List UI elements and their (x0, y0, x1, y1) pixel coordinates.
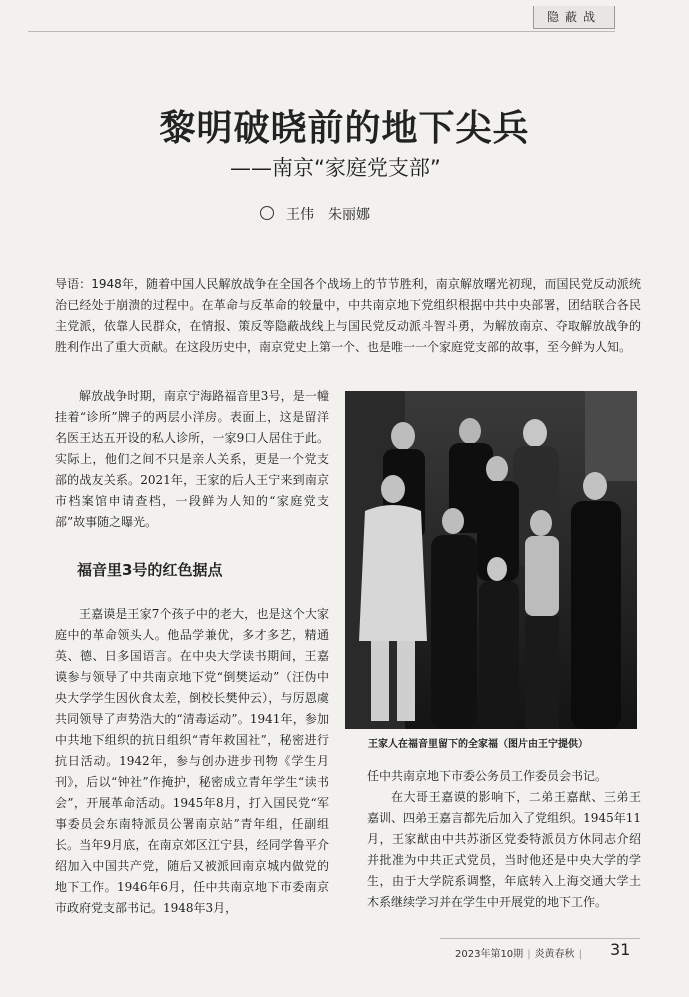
page-number: 31 (610, 940, 631, 959)
right-column (367, 766, 641, 913)
footer-separator: | (527, 949, 531, 960)
author-mark-icon (260, 206, 274, 220)
family-photo-image (345, 391, 637, 729)
section-heading: 福音里3号的红色据点 (77, 561, 223, 579)
intro-paragraph: 解放战争时期，南京宁海路福音里3号，是一幢挂着“诊所”牌子的两层小洋房。表面上，这是留洋名医王达五开设的私人诊所，一家9口人居住于此。实际上，他们之间不只是亲人关系，更是一个党支部的战友关系。2021年，王家的后人王宁来到南京市档案馆申请查档，一段鲜为人知的“家庭党支部”故事随之曝光。 (55, 389, 329, 529)
header-rule (28, 31, 615, 32)
photo-caption: 王家人在福音里留下的全家福（图片由王宁提供） (368, 739, 588, 750)
journal-name: 炎黄春秋 (534, 949, 575, 960)
footer (455, 945, 586, 960)
lead-paragraph (55, 274, 641, 358)
body-paragraph-2: 在大哥王嘉谟的影响下，二弟王嘉猷、三弟王嘉训、四弟王嘉言都先后加入了党组织。1945年11月，王家猷由中共苏浙区党委特派员方休同志介绍并批准为中共正式党员，当时他还是中央大学的学生，由于大学院系调整，年底转入上海交通大学土木系继续学习并在学生中开展党的地下工作。 (367, 790, 641, 909)
family-photo (345, 391, 637, 729)
left-column-top (55, 386, 329, 598)
issue-label: 2023年第10期 (455, 949, 524, 960)
body-paragraph: 王嘉谟是王家7个孩子中的老大，也是这个大家庭中的革命领头人。他品学兼优，多才多艺，精通英、德、日多国语言。在中央大学读书期间，王嘉谟参与领导了中共南京地下党“倒樊运动”（汪伪中央大学学生因伙食太差，倒校长樊仲云），与厉恩虞共同领导了声势浩大的“清毒运动”。1941年，参加中共地下组织的抗日组织“青年救国社”，秘密进行抗日活动。1942年，参与创办进步刊物《学生月刊》，后以“钟社”作掩护，秘密成立青年学生“读书会”，开展革命活动。1945年8月，打入国民党“军事委员会东南特派员公署南京站”青年组，任副组长。当年9月底，在南京郊区江宁县，经同学鲁平介绍加入中国共产党，随后又被派回南京城内做党的地下工作。1946年6月，任中共南京地下市委南京市政府党支部书记。1948年3月， (55, 607, 329, 915)
footer-rule (440, 938, 640, 939)
article-subtitle: ——南京“家庭党支部” (230, 156, 441, 180)
author-names: 王伟 朱丽娜 (286, 207, 370, 223)
footer-separator: | (578, 949, 582, 960)
author-line (260, 204, 370, 224)
lead-label: 导语： (55, 277, 92, 291)
continued-paragraph: 任中共南京地下市委公务员工作委员会书记。 (367, 769, 608, 783)
section-tab: 隐蔽战 (533, 6, 615, 29)
lead-text: 1948年，随着中国人民解放战争在全国各个战场上的节节胜利，南京解放曙光初现，而国民党反动派统治已经处于崩溃的过程中。在革命与反革命的较量中，中共南京地下党组织根据中共中央部署，团结联合各民主党派，依靠人民群众，在情报、策反等隐蔽战线上与国民党反动派斗智斗勇，为解放南京、夺取解放战争的胜利作出了重大贡献。在这段历史中，南京党史上第一个、也是唯一一个家庭党支部的故事，至今鲜为人知。 (55, 277, 641, 354)
left-column-body (55, 604, 329, 919)
article-title: 黎明破晓前的地下尖兵 (159, 108, 530, 149)
